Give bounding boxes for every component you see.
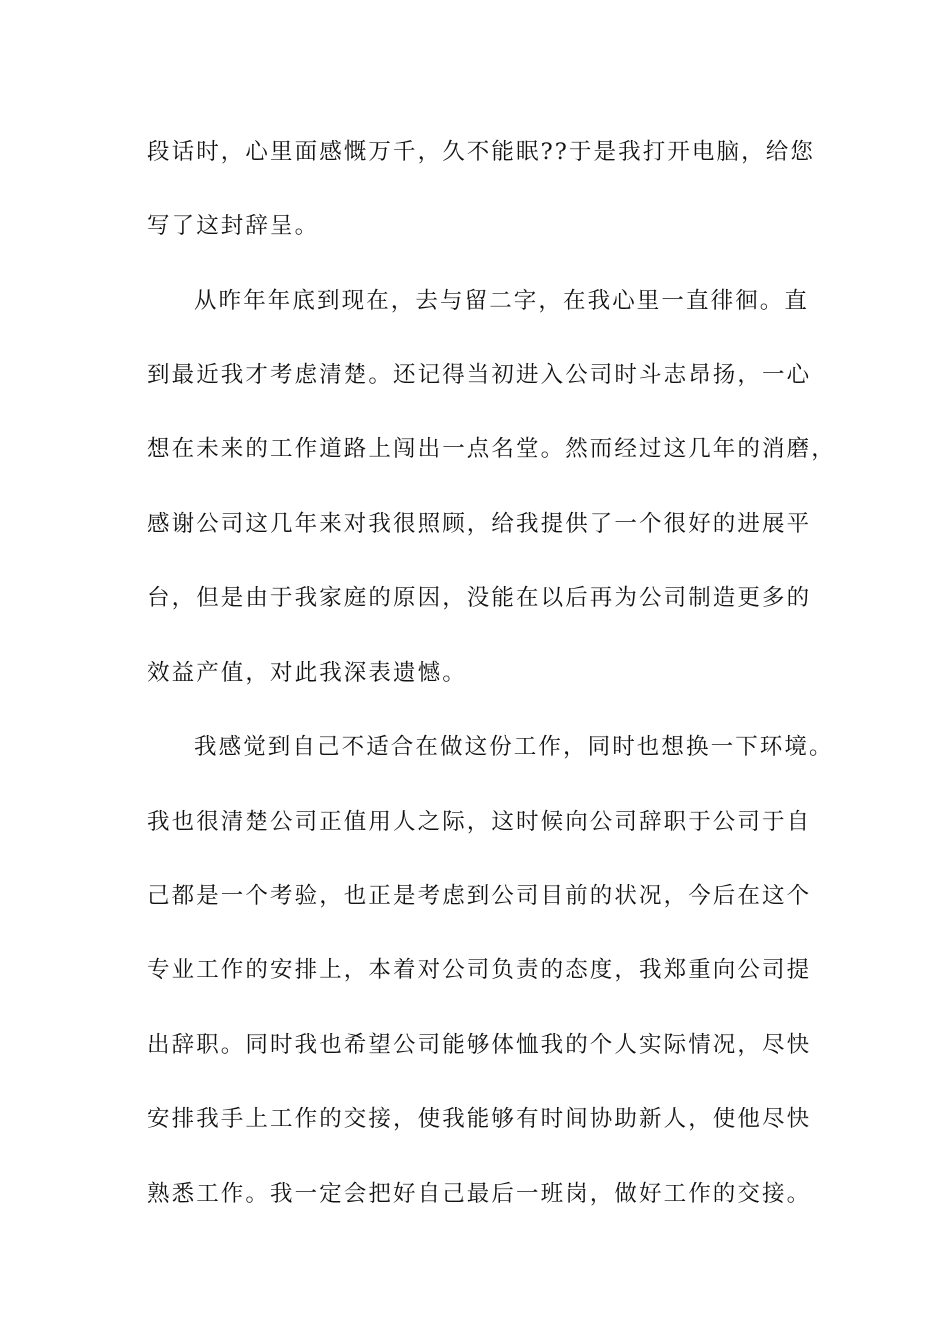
paragraph-start-line-9: 我感觉到自己不适合在做这份工作，同时也想换一下环境。	[194, 734, 834, 760]
text-line-2: 写了这封辞呈。	[147, 213, 320, 239]
text-line-11: 己都是一个考验，也正是考虑到公司目前的状况，今后在这个	[147, 883, 812, 909]
paragraph-start-line-3: 从昨年年底到现在，去与留二字，在我心里一直徘徊。直	[194, 288, 810, 314]
text-line-7: 台，但是由于我家庭的原因，没能在以后再为公司制造更多的	[147, 585, 812, 611]
text-line-5: 想在未来的工作道路上闯出一点名堂。然而经过这几年的消磨，	[147, 436, 836, 462]
text-line-10: 我也很清楚公司正值用人之际，这时候向公司辞职于公司于自	[147, 809, 812, 835]
text-line-12: 专业工作的安排上，本着对公司负责的态度，我郑重向公司提	[147, 957, 812, 983]
text-line-1: 段话时，心里面感慨万千，久不能眠??于是我打开电脑，给您	[147, 139, 815, 165]
text-line-8: 效益产值，对此我深表遗憾。	[147, 660, 467, 686]
text-line-6: 感谢公司这几年来对我很照顾，给我提供了一个很好的进展平	[147, 511, 812, 537]
text-line-4: 到最近我才考虑清楚。还记得当初进入公司时斗志昂扬，一心	[147, 362, 812, 388]
text-line-14: 安排我手上工作的交接，使我能够有时间协助新人，使他尽快	[147, 1106, 812, 1132]
text-line-13: 出辞职。同时我也希望公司能够体恤我的个人实际情况，尽快	[147, 1032, 812, 1058]
text-line-15: 熟悉工作。我一定会把好自己最后一班岗，做好工作的交接。	[147, 1181, 812, 1207]
